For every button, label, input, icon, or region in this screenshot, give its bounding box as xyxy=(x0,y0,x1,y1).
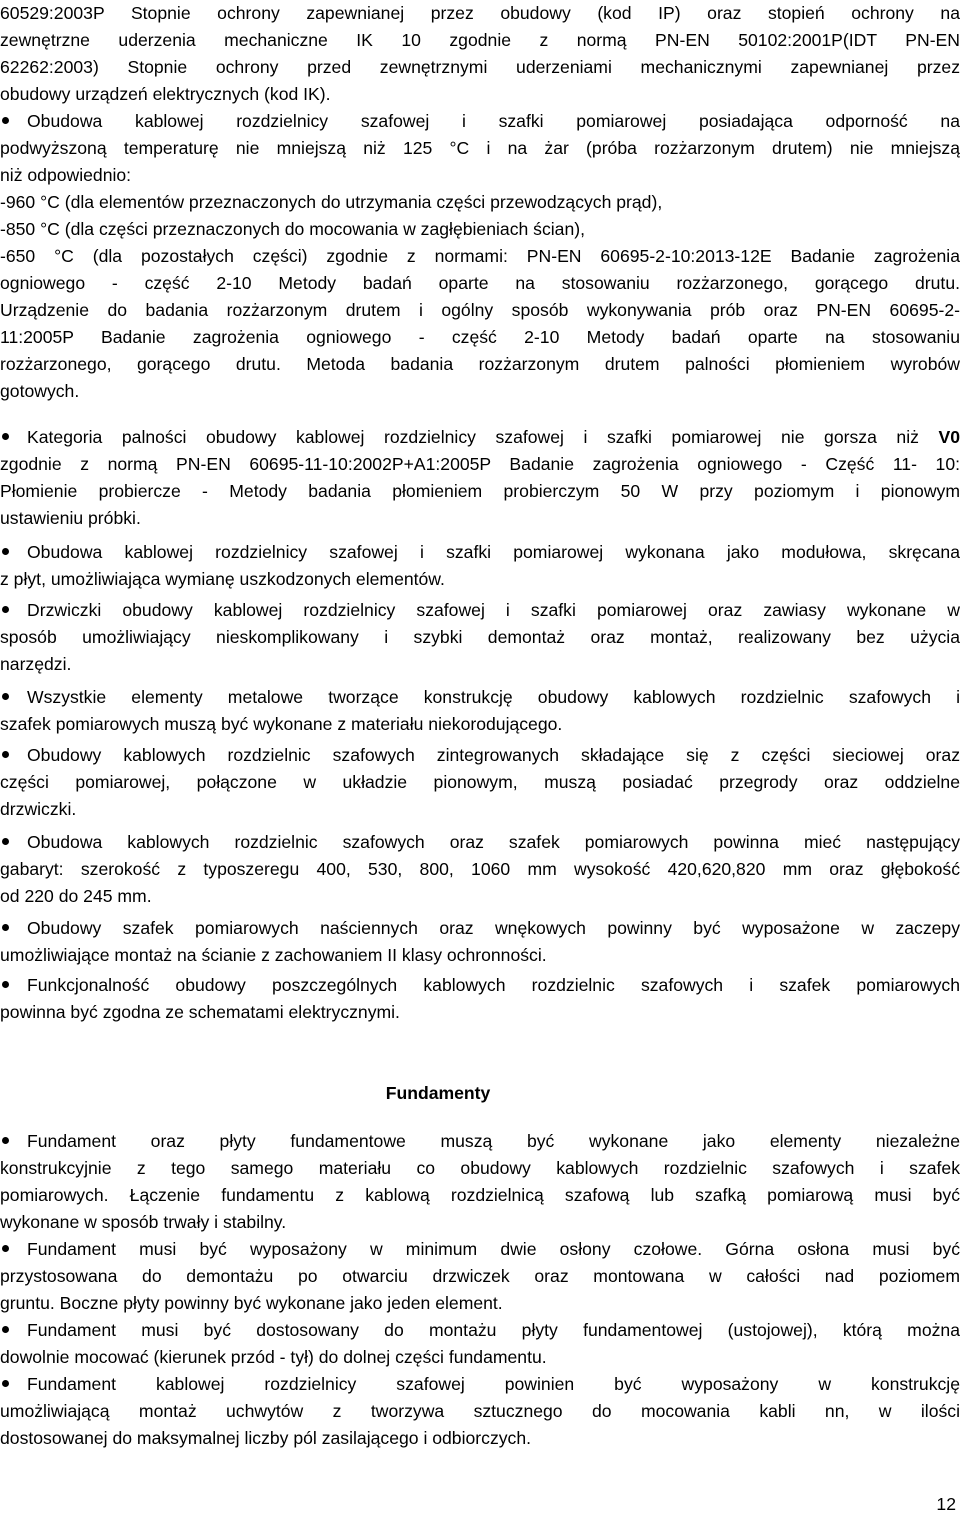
bullet-icon xyxy=(2,838,9,845)
text-line: zewnętrzne uderzenia mechaniczne IK 10 zgodnie z normą PN-EN 50102:2001P(IDT PN-EN xyxy=(0,30,960,50)
text-line: umożliwiające montaż na ścianie z zachowaniem II klasy ochronności. xyxy=(0,945,547,965)
text-line: Obudowy szafek pomiarowych naściennych oraz wnękowych powinny być wyposażone w zaczepy xyxy=(0,915,960,942)
text-line: Fundament kablowej rozdzielnicy szafowej powinien być wyposażony w konstrukcję xyxy=(0,1371,960,1398)
bullet-icon xyxy=(2,981,9,988)
text-line: -650 °C (dla pozostałych części) zgodnie z normami: PN-EN 60695-2-10:2013-12E Badanie zagrożenia xyxy=(0,246,960,266)
text-line: -850 °C (dla części przeznaczonych do mocowania w zagłębieniach ścian), xyxy=(0,219,585,239)
bullet-icon xyxy=(2,1137,9,1144)
text-line: ustawieniu próbki. xyxy=(0,508,141,528)
text-line: narzędzi. xyxy=(0,654,72,674)
bullet-item-functionality xyxy=(0,972,960,1026)
bullet-item-modular xyxy=(0,539,960,593)
text-line: gabaryt: szerokość z typoszeregu 400, 530, 800, 1060 mm wysokość 420,620,820 mm oraz głębokość xyxy=(0,859,960,879)
bullet-icon xyxy=(2,606,9,613)
text-line: 11:2005P Badanie zagrożenia ogniowego - część 2-10 Metody badań oparte na stosowaniu xyxy=(0,327,960,347)
flammability-class: V0 xyxy=(938,427,960,447)
text-line: Fundament oraz płyty fundamentowe muszą być wykonane jako elementy niezależne xyxy=(0,1128,960,1155)
text-line: przystosowana do demontażu po otwarciu drzwiczek oraz montowana w całości nad poziomem xyxy=(0,1266,960,1286)
text-line: Drzwiczki obudowy kablowej rozdzielnicy szafowej i szafki pomiarowej oraz zawiasy wykonane w xyxy=(0,597,960,624)
text-line: Fundament musi być dostosowany do montażu płyty fundamentowej (ustojowej), którą można xyxy=(0,1317,960,1344)
text-line: dostosowanej do maksymalnej liczby pól zasilającego i odbiorczych. xyxy=(0,1428,532,1448)
text-line: sposób umożliwiający nieskomplikowany i szybki demontaż oraz montaż, realizowany bez użycia xyxy=(0,627,960,647)
text-line: Fundament musi być wyposażony w minimum dwie osłony czołowe. Górna osłona musi być xyxy=(0,1236,960,1263)
text-line: gotowych. xyxy=(0,381,80,401)
text-line: dowolnie mocować (kierunek przód - tył) do dolnej części fundamentu. xyxy=(0,1347,547,1367)
bullet-icon xyxy=(2,1380,9,1387)
text-line: Obudowa kablowej rozdzielnicy szafowej i szafki pomiarowej posiadająca odporność na xyxy=(0,108,960,135)
text-line: szafek pomiarowych muszą być wykonane z materiału niekorodującego. xyxy=(0,714,563,734)
section-heading-text: Fundamenty xyxy=(385,1083,491,1103)
bullet-item-flammability xyxy=(0,424,960,532)
intro-paragraph xyxy=(0,0,960,108)
bullet-item-doors xyxy=(0,597,960,678)
section-heading xyxy=(0,1080,960,1107)
bullet-item-metal-elements xyxy=(0,684,960,738)
text-line: rozżarzonego, gorącego drutu. Metoda badania rozżarzonym drutem palności płomieniem wyrobów xyxy=(0,354,960,374)
bullet-icon xyxy=(2,433,9,440)
bullet-icon xyxy=(2,117,9,124)
text-line: konstrukcyjnie z tego samego materiału co obudowy kablowych rozdzielnic szafowych i szafek xyxy=(0,1158,960,1178)
text-line: wykonane w sposób trwały i stabilny. xyxy=(0,1212,287,1232)
text-line: Kategoria palności obudowy kablowej rozdzielnicy szafowej i szafki pomiarowej nie gorsza niż V0 xyxy=(0,424,960,451)
bullet-item-wall-mounting xyxy=(0,915,960,969)
text-line: podwyższoną temperaturę nie mniejszą niż 125 °C i na żar (próba rozżarzonym drutem) nie mniejszą xyxy=(0,138,960,158)
text-line: z płyt, umożliwiająca wymianę uszkodzonych elementów. xyxy=(0,569,445,589)
text-line: ogniowego - część 2-10 Metody badań oparte na stosowaniu rozżarzonego, gorącego drutu. xyxy=(0,273,960,293)
bullet-icon xyxy=(2,548,9,555)
text-line: umożliwiającą montaż uchwytów z tworzywa sztucznego do mocowania kabli nn, w ilości xyxy=(0,1401,960,1421)
text-line: 60529:2003P Stopnie ochrony zapewnianej przez obudowy (kod IP) oraz stopień ochrony na xyxy=(0,3,960,23)
text-line: niż odpowiednio: xyxy=(0,165,132,185)
text-line: części pomiarowej, połączone w układzie pionowym, muszą posiadać przegrody oraz oddzielne xyxy=(0,772,960,792)
text-line: Obudowa kablowych rozdzielnic szafowych oraz szafek pomiarowych powinna mieć następujący xyxy=(0,829,960,856)
bullet-icon xyxy=(2,693,9,700)
bullet-item-front-covers xyxy=(0,1236,960,1317)
text-line: Obudowy kablowych rozdzielnic szafowych zintegrowanych składające się z części sieciowej oraz xyxy=(0,742,960,769)
text-line: Wszystkie elementy metalowe tworzące konstrukcję obudowy kablowych rozdzielnic szafowych i xyxy=(0,684,960,711)
text-line: powinna być zgodna ze schematami elektrycznymi. xyxy=(0,1002,400,1022)
bullet-item-foundation-material xyxy=(0,1128,960,1236)
text-line: Obudowa kablowej rozdzielnicy szafowej i szafki pomiarowej wykonana jako modułowa, skręcana xyxy=(0,539,960,566)
text-line: 62262:2003) Stopnie ochrony przed zewnętrznymi uderzeniami mechanicznymi zapewnianej przez xyxy=(0,57,960,77)
text-line: zgodnie z normą PN-EN 60695-11-10:2002P+A1:2005P Badanie zagrożenia ogniowego - Część 11- 10: xyxy=(0,454,960,474)
text-line: Urządzenie do badania rozżarzonym drutem i ogólny sposób wykonywania prób oraz PN-EN 60695-2- xyxy=(0,300,960,320)
page-number: 12 xyxy=(936,1494,956,1514)
bullet-icon xyxy=(2,924,9,931)
bullet-item-dimensions xyxy=(0,829,960,910)
text-line: od 220 do 245 mm. xyxy=(0,886,152,906)
text-line: pomiarowych. Łączenie fundamentu z kablową rozdzielnicą szafową lub szafką pomiarową musi być xyxy=(0,1185,960,1205)
bullet-item-heat-resistance xyxy=(0,108,960,405)
bullet-item-cable-holders xyxy=(0,1371,960,1452)
bullet-item-base-plate xyxy=(0,1317,960,1371)
bullet-icon xyxy=(2,751,9,758)
text-line: -960 °C (dla elementów przeznaczonych do utrzymania części przewodzących prąd), xyxy=(0,192,663,212)
text-line: Funkcjonalność obudowy poszczególnych kablowych rozdzielnic szafowych i szafek pomiarowych xyxy=(0,972,960,999)
text-line: obudowy urządzeń elektrycznych (kod IK). xyxy=(0,84,331,104)
text-line: Płomienie probiercze - Metody badania płomieniem probierczym 50 W przy poziomym i pionowym xyxy=(0,481,960,501)
bullet-item-integrated xyxy=(0,742,960,823)
bullet-icon xyxy=(2,1326,9,1333)
text-line: drzwiczki. xyxy=(0,799,77,819)
text-line: gruntu. Boczne płyty powinny być wykonane jako jeden element. xyxy=(0,1293,503,1313)
bullet-icon xyxy=(2,1245,9,1252)
